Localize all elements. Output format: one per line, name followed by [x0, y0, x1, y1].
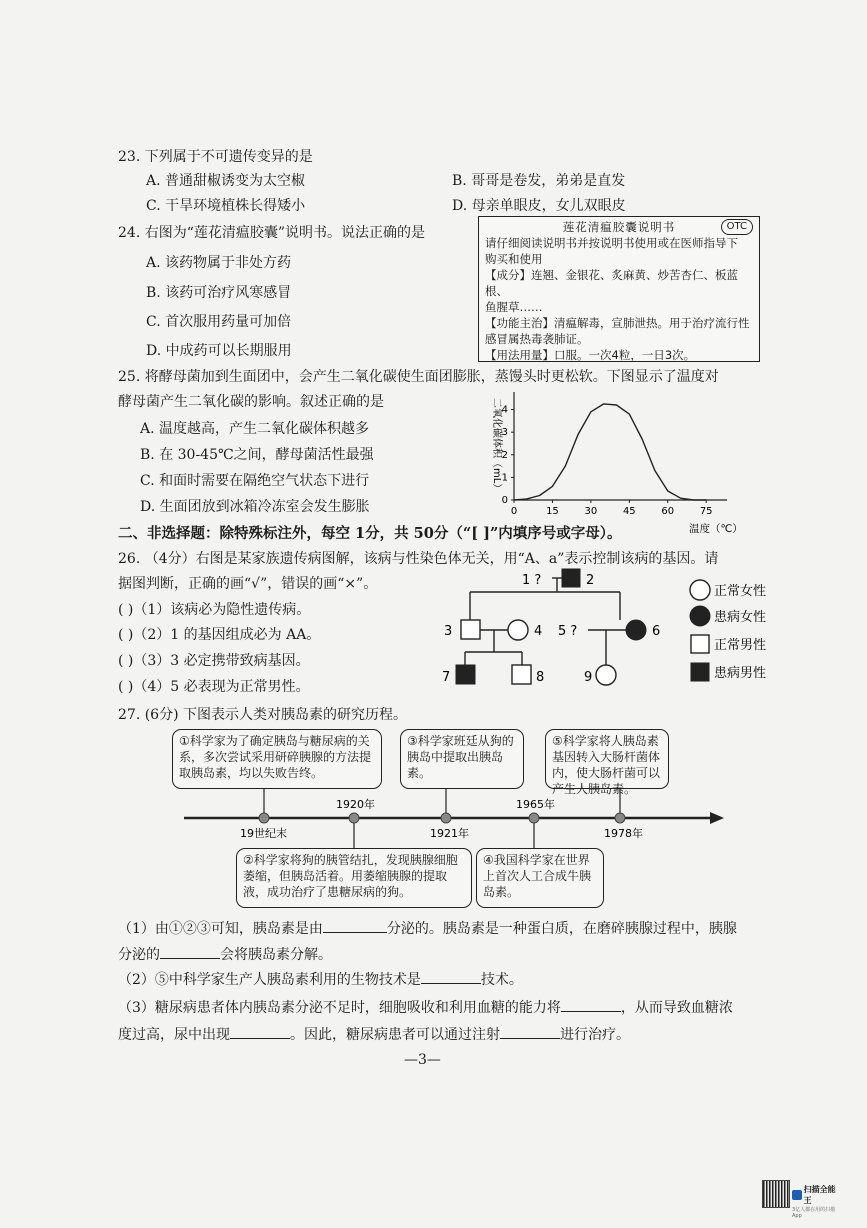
q24-option-a: A. 该药物属于非处方药 — [146, 255, 292, 271]
q26-item-2: ( )（2）1 的基因组成必为 AA。 — [118, 627, 321, 643]
y-tick-label: 0 — [501, 495, 508, 506]
legend-normal-male-symbol — [691, 635, 709, 653]
leaflet-line: 【用法用量】口服。一次4粒，一日3次。 — [485, 348, 696, 362]
q25-stem-line1: 25. 将酵母菌加到生面团中，会产生二氧化碳使生面团膨胀，蒸馒头时更松软。下图显示了温度对 — [118, 369, 719, 385]
q25-stem-line2: 酵母菌产生二氧化碳的影响。叙述正确的是 — [118, 394, 384, 410]
pedigree-label-9: 9 — [584, 670, 593, 685]
pedigree-node-6-affected-female — [626, 620, 646, 640]
q27-sub3-text-b: ，从而导致血糖浓 — [620, 1000, 733, 1016]
q24-option-c: C. 首次服用药量可加倍 — [146, 314, 292, 330]
history-box-4: ④我国科学家在世界上首次人工合成牛胰岛素。 — [476, 848, 604, 908]
pedigree-label-5: 5 ? — [558, 624, 578, 639]
history-box-3: ③科学家班廷从狗的胰岛中提取出胰岛素。 — [400, 729, 524, 789]
q27-sub2-text-b: 技术。 — [480, 972, 523, 988]
q27-subquestion-1-line2 — [118, 944, 332, 964]
pedigree-node-9-normal-female — [596, 665, 616, 685]
q27-sub3-text-d: 。因此，糖尿病患者可以通过注射 — [290, 1027, 500, 1043]
q27-sub1-text-d: 会将胰岛素分解。 — [220, 947, 332, 963]
q26-stem-line1: 26. （4分）右图是某家族遗传病图解，该病与性染色体无关，用“A、a”表示控制该病的基因。请 — [118, 551, 719, 567]
legend-affected-female-symbol — [690, 606, 710, 626]
q27-sub3-text-c: 度过高，尿中出现 — [118, 1027, 230, 1043]
leaflet-line: 购买和使用 — [485, 252, 543, 266]
y-tick-label: 2 — [501, 449, 508, 461]
pedigree-node-2-affected-male — [562, 569, 580, 587]
q25-option-d: D. 生面团放到冰箱冷冻室会发生膨胀 — [140, 499, 370, 515]
leaflet-title: 莲花清瘟胶囊说明书 — [562, 220, 676, 234]
q27-sub2-text-a: （2）⑤中科学家生产人胰岛素利用的生物技术是 — [118, 972, 421, 988]
pedigree-label-3: 3 — [444, 624, 453, 639]
q26-item-3: ( )（3）3 必定携带致病基因。 — [118, 653, 310, 669]
x-tick-label: 30 — [584, 506, 598, 517]
q24-stem: 24. 右图为“莲花清瘟胶囊”说明书。说法正确的是 — [118, 225, 426, 241]
pedigree-label-4: 4 — [534, 624, 543, 639]
scanner-brand: 扫描全能王 — [803, 1185, 836, 1205]
leaflet-line: 【功能主治】清瘟解毒，宣肺泄热。用于治疗流行性 — [485, 316, 750, 330]
q24-option-d: D. 中成药可以长期服用 — [146, 343, 292, 359]
timeline-node-1978 — [615, 813, 625, 823]
pedigree-node-4-normal-female — [508, 620, 528, 640]
leaflet-line: 【成分】连翘、金银花、炙麻黄、炒苦杏仁、板蓝根、 — [485, 268, 738, 298]
x-tick-label: 15 — [546, 506, 559, 517]
pedigree-label-7: 7 — [442, 670, 451, 685]
x-tick-label: 60 — [661, 506, 675, 517]
timeline-node-19th-century — [259, 813, 269, 823]
medicine-leaflet — [478, 216, 760, 362]
qr-code-icon — [762, 1180, 790, 1208]
pedigree-label-8: 8 — [536, 670, 545, 685]
pedigree-diagram — [430, 562, 690, 694]
pedigree-node-8-normal-male — [512, 665, 531, 684]
pedigree-legend — [688, 578, 788, 688]
co2-temperature-chart — [484, 388, 754, 533]
q27-sub3-text-a: （3）糖尿病患者体内胰岛素分泌不足时，细胞吸收和利用血糖的能力将 — [118, 1000, 561, 1016]
q26-stem-line2: 据图判断，正确的画“√”，错误的画“×”。 — [118, 576, 378, 592]
leaflet-line: 请仔细阅读说明书并按说明书使用或在医师指导下 — [485, 236, 738, 250]
answer-blank[interactable] — [421, 983, 481, 984]
q25-option-c: C. 和面时需要在隔绝空气状态下进行 — [140, 473, 370, 489]
timeline-node-1921 — [441, 813, 451, 823]
timeline-label-1921: 1921年 — [430, 827, 469, 840]
x-tick-label: 0 — [510, 506, 518, 517]
legend-normal-female-label: 正常女性 — [714, 584, 767, 599]
y-tick-label: 3 — [501, 427, 508, 439]
leaflet-line: 鱼腥草…… — [485, 300, 543, 314]
pedigree-node-7-affected-male — [456, 665, 475, 684]
q27-sub1-text-a: （1）由①②③可知，胰岛素是由 — [118, 921, 323, 937]
leaflet-line: 感冒属热毒袭肺证。 — [485, 332, 589, 346]
pedigree-label-1: 1 ? — [522, 573, 542, 588]
q27-subquestion-3-line2 — [118, 1024, 630, 1044]
timeline-node-1965 — [529, 813, 539, 823]
pedigree-label-6: 6 — [652, 624, 661, 639]
q25-option-b: B. 在 30-45℃之间，酵母菌活性最强 — [140, 447, 374, 463]
otc-badge: OTC — [721, 219, 753, 235]
co2-curve-series — [514, 404, 706, 500]
legend-affected-male-symbol — [691, 663, 709, 681]
q27-sub3-text-e: 进行治疗。 — [560, 1027, 630, 1043]
legend-normal-male-label: 正常男性 — [714, 638, 767, 653]
q26-item-4: ( )（4）5 必表现为正常男性。 — [118, 679, 310, 695]
x-tick-label: 75 — [699, 506, 713, 517]
x-tick-label: 45 — [622, 506, 636, 517]
scanner-watermark — [792, 1184, 842, 1219]
q24-option-b: B. 该药可治疗风寒感冒 — [146, 285, 292, 301]
timeline-label-1978: 1978年 — [604, 827, 643, 840]
pedigree-node-3-normal-male — [461, 620, 480, 639]
y-axis-label: 二氧化碳体积（mL） — [491, 398, 502, 494]
answer-blank[interactable] — [561, 1011, 621, 1012]
section2-heading: 二、非选择题：除特殊标注外，每空 1分，共 50分（“[ ]”内填序号或字母）。 — [118, 525, 622, 542]
y-tick-label: 1 — [501, 472, 508, 484]
timeline-label-1920: 1920年 — [336, 798, 375, 811]
q23-option-d: D. 母亲单眼皮，女儿双眼皮 — [452, 198, 626, 214]
history-box-2: ②科学家将狗的胰管结扎，发现胰腺细胞萎缩，但胰岛活着。用萎缩胰腺的提取液，成功治疗了患糖尿病的狗。 — [236, 848, 472, 908]
legend-affected-male-label: 患病男性 — [714, 666, 767, 681]
legend-affected-female-label: 患病女性 — [714, 610, 767, 625]
answer-blank[interactable] — [500, 1038, 560, 1039]
q27-stem: 27. (6分) 下图表示人类对胰岛素的研究历程。 — [118, 707, 407, 723]
answer-blank[interactable] — [160, 958, 220, 959]
page-number: —3— — [404, 1052, 441, 1068]
history-box-5: ⑤科学家将人胰岛素基因转入大肠杆菌体内，使大肠杆菌可以产生人胰岛素。 — [545, 729, 669, 789]
q27-subquestion-3-line1 — [118, 997, 733, 1017]
timeline-label-19th-century: 19世纪末 — [240, 827, 287, 840]
q23-stem: 23. 下列属于不可遗传变异的是 — [118, 149, 313, 165]
legend-normal-female-symbol — [690, 580, 710, 600]
q25-option-a: A. 温度越高，产生二氧化碳体积越多 — [140, 421, 370, 437]
q27-subquestion-2 — [118, 969, 523, 989]
q27-subquestion-1-line1 — [118, 918, 737, 938]
scanner-tagline: 3亿人都在用的扫描App — [792, 1207, 836, 1219]
q23-option-a: A. 普通甜椒诱变为太空椒 — [146, 173, 306, 189]
timeline-node-1920 — [349, 813, 359, 823]
history-box-1: ①科学家为了确定胰岛与糖尿病的关系，多次尝试采用研碎胰腺的方法提取胰岛素，均以失败告终。 — [172, 729, 382, 789]
y-tick-label: 4 — [501, 404, 508, 416]
q23-option-b: B. 哥哥是卷发，弟弟是直发 — [452, 173, 626, 189]
q27-sub1-text-c: 分泌的 — [118, 947, 160, 963]
answer-blank[interactable] — [230, 1038, 290, 1039]
q26-item-1: ( )（1）该病必为隐性遗传病。 — [118, 602, 311, 618]
answer-blank[interactable] — [323, 932, 387, 933]
q27-sub1-text-b: 分泌的。胰岛素是一种蛋白质，在磨碎胰腺过程中，胰腺 — [386, 921, 737, 937]
timeline-label-1965: 1965年 — [516, 798, 555, 811]
q23-option-c: C. 干旱环境植株长得矮小 — [146, 198, 306, 214]
scanner-logo-icon — [792, 1190, 802, 1200]
x-axis-label: 温度（℃） — [689, 523, 743, 533]
pedigree-label-2: 2 — [586, 573, 595, 588]
